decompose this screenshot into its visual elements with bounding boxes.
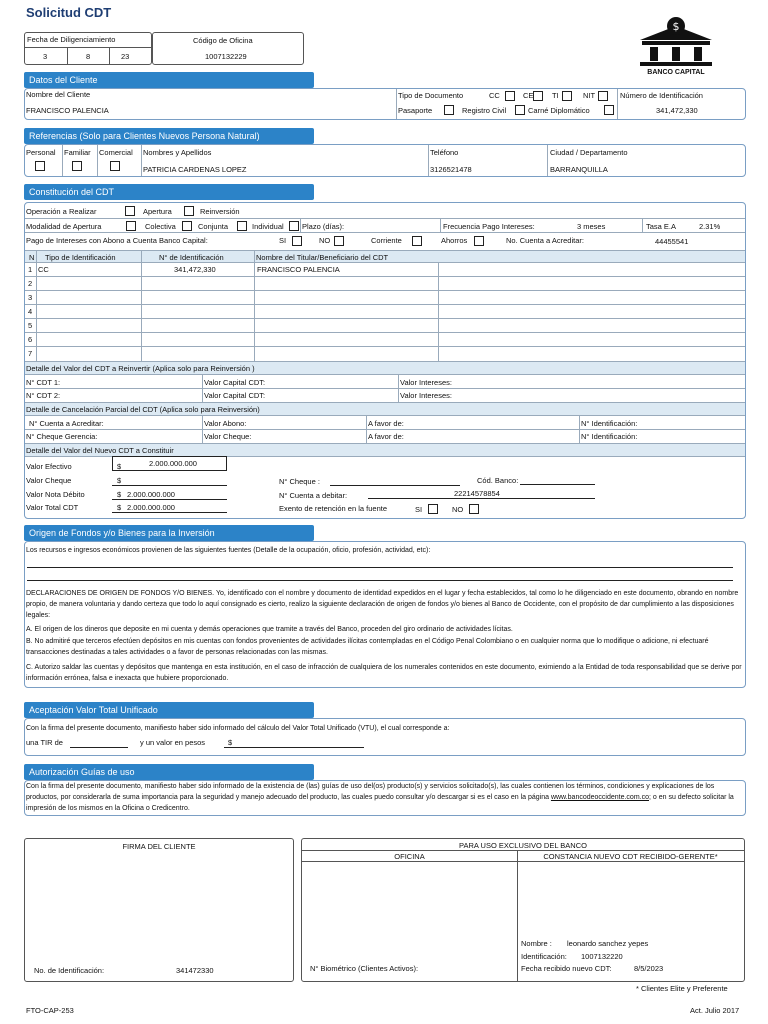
cuenta-acreditar-2-label: N° Cuenta a Acreditar: [29, 419, 104, 428]
cuenta-debitar-value[interactable]: 22214578854 [454, 489, 500, 498]
dollar-1: $ [117, 462, 122, 471]
tasa-value[interactable]: 2.31% [699, 222, 721, 231]
cc-checkbox[interactable] [505, 91, 515, 101]
banco-nota: * Clientes Elite y Preferente [636, 984, 728, 993]
pago-no-label: NO [319, 236, 331, 245]
valor-efectivo-value[interactable]: 2.000.000.000 [149, 459, 197, 468]
valor-intereses-1-label: Valor Intereses: [400, 378, 452, 387]
table-cell-n: 3 [28, 293, 33, 302]
colectiva-checkbox[interactable] [182, 221, 192, 231]
declaracion-a: A. El origen de los dineros que deposite en mi cuenta y demás operaciones que tramite a través del Banco, proceden del giro ordinario de actividades lícitas. [26, 626, 513, 633]
pasaporte-checkbox[interactable] [444, 105, 454, 115]
ce-checkbox[interactable] [533, 91, 543, 101]
bank-logo [634, 16, 718, 78]
fecha-day[interactable]: 3 [43, 52, 48, 61]
familiar-checkbox[interactable] [72, 161, 82, 171]
bank-building-icon [634, 16, 718, 70]
table-row [25, 290, 745, 291]
declaracion-b: B. No admitiré que terceros efectúen depósitos en mis cuentas con fondos provenientes de actividades ilícitas contempladas en el Código Penal Colombiano o en cualquier norma que lo modifique o adicione, ni efectuaré transacciones destinadas a tales actividades o a favor de personas relacionadas con las mismas. [26, 638, 709, 656]
valor-nota-label: Valor Nota Débito [26, 490, 85, 499]
cuenta-acreditar-label: No. Cuenta a Acreditar: [506, 236, 584, 245]
apertura-checkbox[interactable] [184, 206, 194, 216]
banco-oficina: OFICINA [394, 852, 425, 861]
ce-label: CE [523, 91, 534, 100]
reinversion-label: Reinversión [200, 207, 240, 216]
valor-pesos-label: y un valor en pesos [140, 738, 206, 747]
exento-si-checkbox[interactable] [428, 504, 438, 514]
apertura-label: Apertura [143, 207, 172, 216]
recursos-label: Los recursos e ingresos económicos provienen de las siguientes fuentes (Detalle de la ocupación, oficio, profesión, actividad, etc): [26, 547, 431, 554]
pago-si-label: SI [279, 236, 287, 245]
a-favor-2-label: A favor de: [368, 432, 404, 441]
exento-label: Exento de retención en la fuente [279, 504, 387, 513]
operacion-checkbox[interactable] [125, 206, 135, 216]
ti-label: TI [552, 91, 559, 100]
fecha-recibido-value[interactable]: 8/5/2023 [634, 964, 664, 973]
fecha-label: Fecha de Diligenciamiento [27, 35, 116, 44]
codigo-value[interactable]: 1007132229 [205, 52, 247, 61]
guias-text: Con la firma del presente documento, manifiesto haber sido informado de la existencia de (las) guías de uso del(os) producto(s) y servicios solicitado(s), las cuales contienen los términos, condiciones y explicaciones de los productos, por considerarla de suma importancia para la seguridad y manejo adecuado del producto, las cuales puedo consultar y/o descargar si es el caso en la página www.bancodeoccidente.com.co; o en su defecto solicitar la impresión de los mismos en la Oficina o Credicentro. [26, 783, 734, 812]
gerente-ident-value[interactable]: 1007132220 [581, 952, 623, 961]
corriente-label: Corriente [371, 236, 402, 245]
pago-si-checkbox[interactable] [292, 236, 302, 246]
comercial-checkbox[interactable] [110, 161, 120, 171]
registro-checkbox[interactable] [515, 105, 525, 115]
valor-cheque-label: Valor Cheque: [204, 432, 252, 441]
table-cell-n: 7 [28, 349, 33, 358]
col-nombre-titular: Nombre del Titular/Beneficiario del CDT [256, 253, 389, 262]
nit-checkbox[interactable] [598, 91, 608, 101]
ahorros-checkbox[interactable] [474, 236, 484, 246]
colectiva-label: Colectiva [145, 222, 176, 231]
conjunta-label: Conjunta [198, 222, 229, 231]
vtu-dollar: $ [228, 738, 233, 747]
gerente-nombre-value[interactable]: leonardo sanchez yepes [567, 939, 649, 948]
valor-total-label: Valor Total CDT [26, 503, 79, 512]
pasaporte-label: Pasaporte [398, 106, 433, 115]
table-row [25, 346, 745, 347]
exento-si-label: SI [415, 505, 423, 514]
cheque-gerencia-label: N° Cheque Gerencia: [26, 432, 98, 441]
table-cell-n: 1 [28, 265, 33, 274]
vtu-text: Con la firma del presente documento, manifiesto haber sido informado del cálculo del Valor Total Unificado (VTU), el cual corresponde a: [26, 725, 450, 732]
personal-label: Personal [26, 148, 56, 157]
table-row [25, 262, 745, 263]
table-cell-nombre[interactable]: FRANCISCO PALENCIA [257, 265, 340, 274]
modalidad-checkbox[interactable] [126, 221, 136, 231]
plazo-label: Plazo (días): [302, 222, 345, 231]
fecha-month[interactable]: 8 [86, 52, 91, 61]
nombre-cliente-label: Nombre del Cliente [26, 90, 91, 99]
fecha-box [24, 32, 152, 65]
operacion-label: Operación a Realizar [26, 207, 97, 216]
table-cell-n: 2 [28, 279, 33, 288]
detalle-reinv-label: Detalle del Valor del CDT a Reinvertir (Aplica solo para Reinversión ) [26, 364, 255, 373]
cuenta-debitar-label: N° Cuenta a debitar: [279, 491, 348, 500]
exento-no-checkbox[interactable] [469, 504, 479, 514]
corriente-checkbox[interactable] [412, 236, 422, 246]
form-version: Act. Julio 2017 [690, 1006, 740, 1015]
pago-intereses-label: Pago de Intereses con Abono a Cuenta Banco Capital: [26, 236, 208, 245]
section-guias: Autorización Guías de uso [24, 764, 314, 780]
detalle-nuevo-label: Detalle del Valor del Nuevo CDT a Constituir [26, 446, 174, 455]
guias-link[interactable]: www.bancodeoccidente.com.co [550, 794, 649, 801]
gerente-ident-label: Identificación: [521, 952, 567, 961]
comercial-label: Comercial [99, 148, 133, 157]
col-tipo-id: Tipo de Identificación [45, 253, 116, 262]
valor-cheque-2-label: Valor Cheque [26, 476, 72, 485]
codigo-label: Código de Oficina [193, 36, 253, 45]
table-cell-n: 5 [28, 321, 33, 330]
carne-checkbox[interactable] [604, 105, 614, 115]
exento-no-label: NO [452, 505, 464, 514]
table-cell-num[interactable]: 341,472,330 [174, 265, 216, 274]
page-title: Solicitud CDT [26, 5, 112, 20]
biometrico-label: N° Biométrico (Clientes Activos): [310, 964, 419, 973]
firma-title: FIRMA DEL CLIENTE [122, 842, 196, 851]
cc-label: CC [489, 91, 500, 100]
conjunta-checkbox[interactable] [237, 221, 247, 231]
firma-no-id-value[interactable]: 341472330 [176, 966, 214, 975]
pago-no-checkbox[interactable] [334, 236, 344, 246]
firma-box[interactable] [24, 838, 294, 982]
nombres-label: Nombres y Apellidos [143, 148, 212, 157]
ciudad-value[interactable]: BARRANQUILLA [550, 165, 608, 174]
table-row [25, 276, 745, 277]
table-row [25, 304, 745, 305]
gerente-nombre-label: Nombre : [521, 939, 552, 948]
valor-efectivo-label: Valor Efectivo [26, 462, 72, 471]
section-referencias: Referencias (Solo para Clientes Nuevos Persona Natural) [24, 128, 314, 144]
svg-text:$: $ [672, 20, 680, 33]
nombres-value[interactable]: PATRICIA CARDENAS LOPEZ [143, 165, 247, 174]
valor-nota-value[interactable]: 2.000.000.000 [127, 490, 175, 499]
banco-title: PARA USO EXCLUSIVO DEL BANCO [459, 841, 587, 850]
firma-no-id-label: No. de Identificación: [34, 966, 105, 975]
modalidad-label: Modalidad de Apertura [26, 222, 102, 231]
familiar-label: Familiar [64, 148, 91, 157]
telefono-value[interactable]: 3126521478 [430, 165, 472, 174]
table-cell-tipo[interactable]: CC [38, 265, 49, 274]
registro-label: Registro Civil [462, 106, 507, 115]
section-vtu: Aceptación Valor Total Unificado [24, 702, 314, 718]
individual-label: Individual [252, 222, 284, 231]
tasa-label: Tasa E.A [646, 222, 677, 231]
table-cell-n: 4 [28, 307, 33, 316]
valor-capital-2-label: Valor Capital CDT: [204, 391, 266, 400]
ciudad-label: Ciudad / Departamento [550, 148, 628, 157]
valor-abono-label: Valor Abono: [204, 419, 247, 428]
individual-checkbox[interactable] [289, 221, 299, 231]
num-id-value[interactable]: 341,472,330 [656, 106, 698, 115]
tipo-doc-label: Tipo de Documento [398, 91, 464, 100]
n-cheque-label: N° Cheque : [279, 477, 320, 486]
section-origen-fondos: Origen de Fondos y/o Bienes para la Inversión [24, 525, 314, 541]
table-row [25, 332, 745, 333]
nombre-cliente-value[interactable]: FRANCISCO PALENCIA [26, 106, 109, 115]
valor-capital-1-label: Valor Capital CDT: [204, 378, 266, 387]
codigo-box [152, 32, 304, 65]
n-ident-2-label: N° Identificación: [581, 432, 638, 441]
fecha-year[interactable]: 23 [121, 52, 130, 61]
dollar-4: $ [117, 503, 122, 512]
section-datos-cliente: Datos del Cliente [24, 72, 314, 88]
personal-checkbox[interactable] [35, 161, 45, 171]
section-constitucion: Constitución del CDT [24, 184, 314, 200]
dollar-3: $ [117, 490, 122, 499]
tir-label: una TIR de [26, 738, 63, 747]
bank-name: BANCO CAPITAL [647, 69, 705, 76]
telefono-label: Teléfono [430, 148, 459, 157]
fecha-recibido-label: Fecha recibido nuevo CDT: [521, 964, 612, 973]
cdt2-label: N° CDT 2: [26, 391, 61, 400]
frecuencia-value[interactable]: 3 meses [577, 222, 606, 231]
frecuencia-label: Frecuencia Pago Intereses: [443, 222, 535, 231]
declaracion-c: C. Autorizo saldar las cuentas y depósitos que mantenga en esta institución, en el caso de infracción de cualquiera de los numerales contenidos en este documento, eximiendo a la Entidad de toda responsabilidad que se derive por información errónea, falsa e inexacta que hubiere proporcionado. [26, 664, 742, 682]
valor-intereses-2-label: Valor Intereses: [400, 391, 452, 400]
detalle-cancel-label: Detalle de Cancelación Parcial del CDT (Aplica solo para Reinversión) [26, 405, 260, 414]
dollar-2: $ [117, 476, 122, 485]
declaracion-text: DECLARACIONES DE ORIGEN DE FONDOS Y/O BIENES. Yo, identificado con el nombre y documento de identidad expedidos en el lugar y fecha establecidos, tal como lo he diligenciado en este documento, obrando en nombre propio, de manera voluntaria y dando certeza que todo lo aquí consignado es cierto, realizo la siguiente declaración de origen de fondos y/o bienes al Banco de Occidente, con el propósito de dar cumplimiento a las disposiciones legales: [26, 590, 739, 619]
cod-banco-label: Cód. Banco: [477, 476, 519, 485]
col-n: N [29, 253, 35, 262]
valor-total-value[interactable]: 2.000.000.000 [127, 503, 175, 512]
banco-constancia: CONSTANCIA NUEVO CDT RECIBIDO-GERENTE* [543, 852, 718, 861]
ahorros-label: Ahorros [441, 236, 468, 245]
cuenta-acreditar-value[interactable]: 44455541 [655, 237, 689, 246]
nit-label: NIT [583, 91, 596, 100]
col-num-id: N° de Identificación [159, 253, 224, 262]
num-id-label: Número de Identificación [620, 91, 703, 100]
form-code: FTO-CAP-253 [26, 1006, 74, 1015]
table-cell-n: 6 [28, 335, 33, 344]
a-favor-1-label: A favor de: [368, 419, 404, 428]
n-ident-1-label: N° Identificación: [581, 419, 638, 428]
carne-label: Carné Diplomático [528, 106, 590, 115]
ti-checkbox[interactable] [562, 91, 572, 101]
table-row [25, 318, 745, 319]
cdt1-label: N° CDT 1: [26, 378, 61, 387]
